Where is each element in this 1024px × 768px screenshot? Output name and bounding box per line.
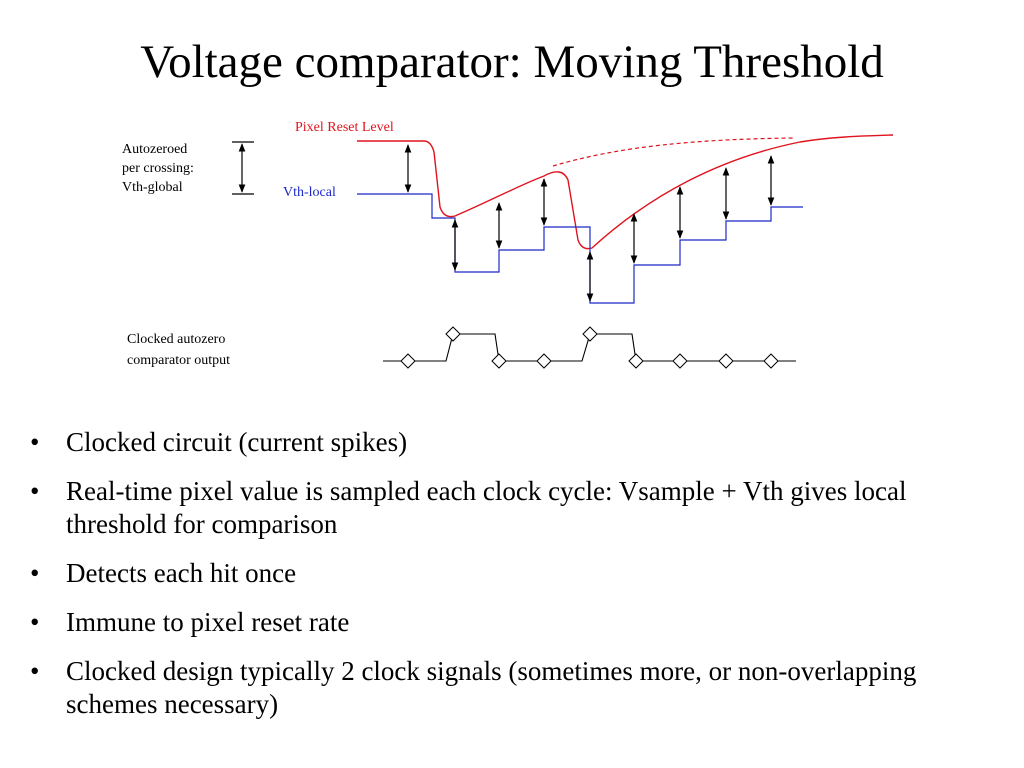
pixel-reset-level-label: Pixel Reset Level xyxy=(295,120,394,135)
clocked-output-label-line1: Clocked autozero xyxy=(127,332,226,347)
pixel-reset-level-curve xyxy=(357,135,893,249)
sample-diamond xyxy=(764,354,778,368)
threshold-arrows xyxy=(408,145,771,301)
bullet-item: • Immune to pixel reset rate xyxy=(28,606,1003,639)
slide-title: Voltage comparator: Moving Threshold xyxy=(140,36,884,88)
sample-diamond xyxy=(719,354,733,368)
sample-diamond xyxy=(401,354,415,368)
sample-diamond xyxy=(446,327,460,341)
sample-diamond xyxy=(629,354,643,368)
clocked-output-label-line2: comparator output xyxy=(127,353,231,368)
clock-sample-markers xyxy=(401,327,778,368)
vth-local-staircase xyxy=(357,194,803,303)
bullet-item: • Detects each hit once xyxy=(28,557,1003,590)
sample-diamond xyxy=(537,354,551,368)
autozeroed-label-line3: Vth-global xyxy=(122,180,183,195)
bullet-item: • Real-time pixel value is sampled each clock cycle: Vsample + Vth gives local threshold for comparison xyxy=(28,475,1003,541)
sample-diamond xyxy=(492,354,506,368)
autozeroed-label-line2: per crossing: xyxy=(122,161,194,176)
bullet-item: • Clocked circuit (current spikes) xyxy=(28,426,1003,459)
bullet-item: • Clocked design typically 2 clock signals (sometimes more, or non-overlapping schemes necessary) xyxy=(28,655,1003,721)
vth-local-label: Vth-local xyxy=(283,185,336,200)
sample-diamond xyxy=(673,354,687,368)
sample-diamond xyxy=(583,327,597,341)
bullet-list xyxy=(28,426,1003,737)
autozeroed-label-line1: Autozeroed xyxy=(122,142,188,157)
vth-global-bracket xyxy=(232,142,254,194)
